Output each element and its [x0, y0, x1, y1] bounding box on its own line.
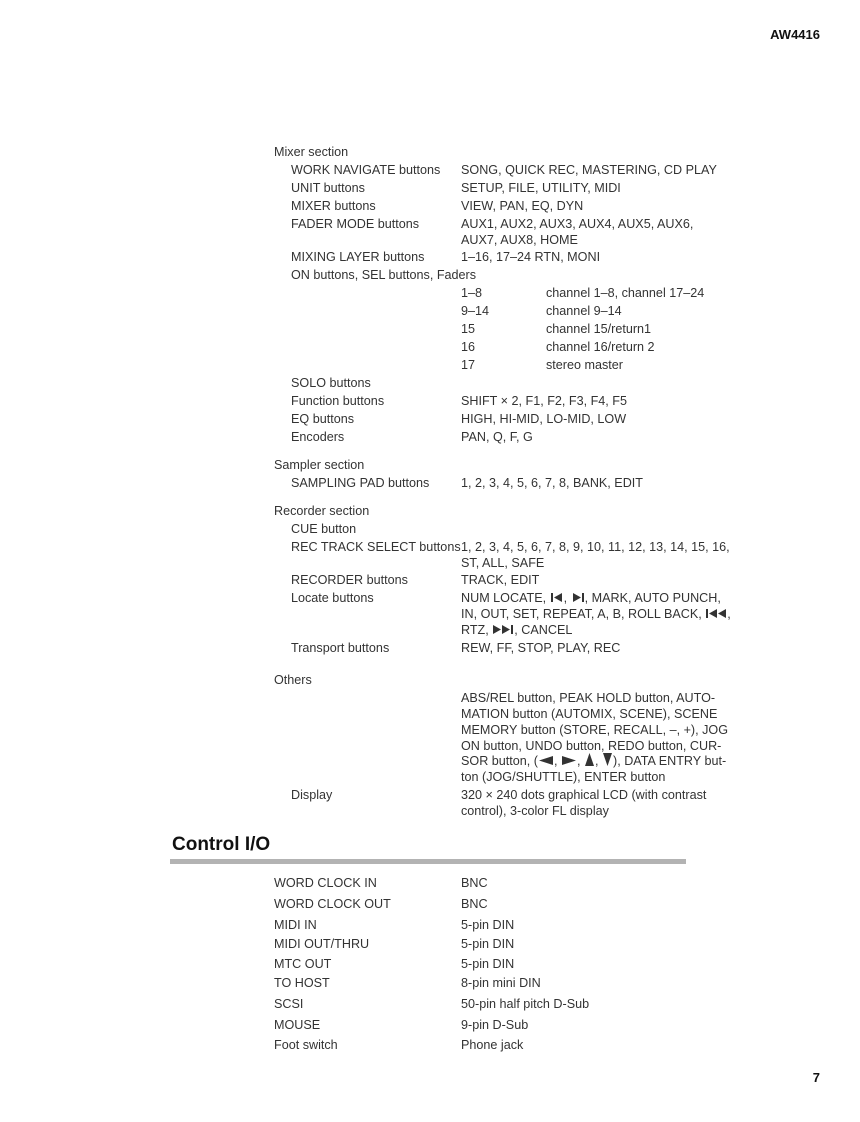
io-label: TO HOST	[274, 976, 330, 990]
arrow-down-icon	[602, 753, 613, 766]
channel-range: 15	[461, 322, 476, 336]
others-line: MATION button (AUTOMIX, SCENE), SCENE	[461, 707, 718, 721]
spec-value: VIEW, PAN, EQ, DYN	[461, 199, 584, 213]
others-line: MEMORY button (STORE, RECALL, –, +), JOG	[461, 723, 729, 737]
cursor-text: SOR button, (	[461, 754, 538, 768]
spec-value: SONG, QUICK REC, MASTERING, CD PLAY	[461, 163, 717, 177]
heading-rule	[170, 859, 686, 864]
io-label: MOUSE	[274, 1018, 321, 1032]
spec-label: UNIT buttons	[291, 181, 365, 195]
io-value: 9-pin D-Sub	[461, 1018, 529, 1032]
spec-value: 1, 2, 3, 4, 5, 6, 7, 8, BANK, EDIT	[461, 476, 643, 490]
spec-value: 1, 2, 3, 4, 5, 6, 7, 8, 9, 10, 11, 12, 13, 14, 15, 16, ST, ALL, SAFE	[461, 540, 730, 570]
io-value: BNC	[461, 897, 488, 911]
spec-value: SETUP, FILE, UTILITY, MIDI	[461, 181, 621, 195]
spec-label: REC TRACK SELECT buttons	[291, 540, 461, 554]
io-value: 5-pin DIN	[461, 918, 515, 932]
mixer-section-title: Mixer section	[274, 145, 349, 159]
spec-label: SOLO buttons	[291, 376, 371, 390]
io-value: 5-pin DIN	[461, 937, 515, 951]
locate-line-1	[461, 590, 741, 606]
io-label: SCSI	[274, 997, 304, 1011]
spec-label: ON buttons, SEL buttons, Faders	[291, 268, 477, 282]
spec-label: EQ buttons	[291, 412, 355, 426]
display-label: Display	[291, 788, 333, 802]
spec-label: MIXER buttons	[291, 199, 376, 213]
channel-target: channel 9–14	[546, 304, 622, 318]
spec-value: SHIFT × 2, F1, F2, F3, F4, F5	[461, 394, 627, 408]
spec-label: Function buttons	[291, 394, 385, 408]
io-value: 50-pin half pitch D-Sub	[461, 997, 590, 1011]
channel-target: channel 16/return 2	[546, 340, 655, 354]
fast-forward-to-end-icon	[492, 624, 514, 635]
spec-label: Locate buttons	[291, 591, 374, 605]
locate-text: ,	[563, 591, 568, 605]
locate-text: , CANCEL	[514, 623, 573, 637]
io-label: MIDI OUT/THRU	[274, 937, 370, 951]
others-line: ton (JOG/SHUTTLE), ENTER button	[461, 770, 666, 784]
io-label: Foot switch	[274, 1038, 338, 1052]
model-name: AW4416	[770, 27, 820, 42]
io-label: MTC OUT	[274, 957, 332, 971]
spec-label: FADER MODE buttons	[291, 217, 420, 231]
io-value: Phone jack	[461, 1038, 524, 1052]
spec-label: WORK NAVIGATE buttons	[291, 163, 441, 177]
skip-back-icon	[550, 592, 564, 603]
spec-value: PAN, Q, F, G	[461, 430, 533, 444]
locate-text: NUM LOCATE,	[461, 591, 547, 605]
locate-line-2	[461, 606, 741, 622]
rewind-to-start-icon	[705, 608, 727, 619]
others-section-title: Others	[274, 673, 312, 687]
io-value: 5-pin DIN	[461, 957, 515, 971]
io-label: MIDI IN	[274, 918, 317, 932]
spec-value: REW, FF, STOP, PLAY, REC	[461, 641, 621, 655]
channel-range: 1–8	[461, 286, 483, 300]
spec-label: CUE button	[291, 522, 357, 536]
spec-value: HIGH, HI-MID, LO-MID, LOW	[461, 412, 627, 426]
locate-text: IN, OUT, SET, REPEAT, A, B, ROLL BACK,	[461, 607, 702, 621]
arrow-up-icon	[584, 753, 595, 766]
io-label: WORD CLOCK OUT	[274, 897, 391, 911]
spec-label: SAMPLING PAD buttons	[291, 476, 430, 490]
spec-value: 1–16, 17–24 RTN, MONI	[461, 250, 601, 264]
channel-range: 17	[461, 358, 476, 372]
channel-target: channel 15/return1	[546, 322, 652, 336]
control-io-heading: Control I/O	[172, 834, 271, 855]
cursor-text: ,	[577, 754, 581, 768]
skip-forward-icon	[571, 592, 585, 603]
channel-target: stereo master	[546, 358, 623, 372]
channel-range: 16	[461, 340, 476, 354]
spec-value: TRACK, EDIT	[461, 573, 540, 587]
spec-label: MIXING LAYER buttons	[291, 250, 425, 264]
locate-text: RTZ,	[461, 623, 489, 637]
spec-label: RECORDER buttons	[291, 573, 408, 587]
others-line: ON button, UNDO button, REDO button, CUR-	[461, 739, 722, 753]
cursor-text: ,	[554, 754, 558, 768]
locate-text: ,	[727, 607, 731, 621]
locate-text: , MARK, AUTO PUNCH,	[584, 591, 721, 605]
channel-range: 9–14	[461, 304, 490, 318]
page-number: 7	[812, 1070, 820, 1085]
io-value: 8-pin mini DIN	[461, 976, 541, 990]
display-value: 320 × 240 dots graphical LCD (with contrast control), 3-color FL display	[461, 788, 707, 818]
arrow-right-icon	[561, 755, 577, 766]
spec-value: AUX1, AUX2, AUX3, AUX4, AUX5, AUX6, AUX7, AUX8, HOME	[461, 217, 694, 247]
spec-label: Encoders	[291, 430, 345, 444]
cursor-line	[461, 753, 741, 769]
channel-target: channel 1–8, channel 17–24	[546, 286, 705, 300]
locate-line-3	[461, 622, 741, 638]
cursor-text: ), DATA ENTRY but-	[613, 754, 727, 768]
sampler-section-title: Sampler section	[274, 458, 365, 472]
spec-label: Transport buttons	[291, 641, 390, 655]
cursor-text: ,	[595, 754, 599, 768]
io-value: BNC	[461, 876, 488, 890]
others-line: ABS/REL button, PEAK HOLD button, AUTO-	[461, 691, 716, 705]
arrow-left-icon	[538, 755, 554, 766]
recorder-section-title: Recorder section	[274, 504, 370, 518]
io-label: WORD CLOCK IN	[274, 876, 377, 890]
